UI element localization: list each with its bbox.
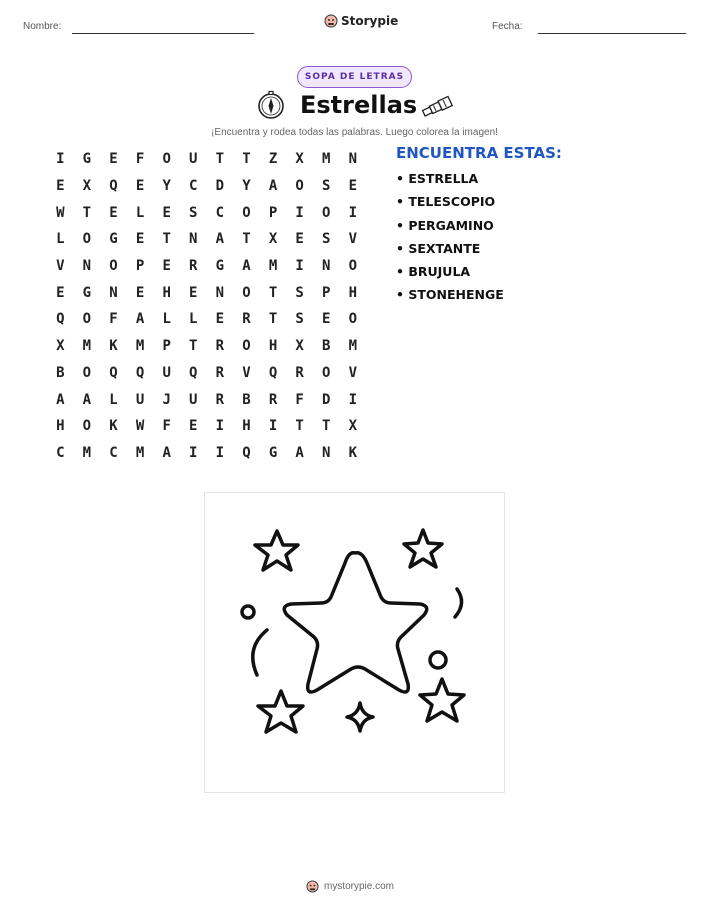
grid-letter: X <box>295 151 304 168</box>
grid-letter: C <box>56 444 65 461</box>
grid-row <box>47 360 366 387</box>
grid-letter: P <box>135 258 145 275</box>
grid-letter: O <box>242 338 251 355</box>
grid-letter: H <box>162 284 171 301</box>
coloring-picture-frame <box>204 492 505 793</box>
grid-letter: M <box>135 444 145 461</box>
grid-letter: L <box>109 391 118 408</box>
instructions: ¡Encuentra y rodea todas las palabras. Luego colorea la imagen! <box>211 127 498 138</box>
grid-letter: T <box>242 231 251 248</box>
storypie-logo-icon <box>306 880 319 893</box>
grid-letter: J <box>162 391 171 408</box>
brand-logo <box>324 14 398 28</box>
grid-letter: S <box>295 311 304 328</box>
grid-letter: K <box>109 338 118 355</box>
grid-letter: I <box>268 418 278 435</box>
grid-letter: N <box>322 444 331 461</box>
grid-letter: I <box>295 258 304 275</box>
arc-left <box>253 630 267 675</box>
grid-letter: O <box>242 204 251 221</box>
grid-letter: I <box>348 391 358 408</box>
grid-letter: V <box>348 364 358 381</box>
grid-row <box>47 253 366 280</box>
grid-letter: R <box>215 391 225 408</box>
date-line <box>538 33 686 34</box>
grid-letter: I <box>189 444 198 461</box>
grid-letter: L <box>189 311 198 328</box>
grid-letter: O <box>162 151 171 168</box>
grid-letter: C <box>109 444 118 461</box>
grid-letter: E <box>109 204 118 221</box>
small-star-top-left <box>255 531 298 570</box>
grid-letter: Z <box>268 151 278 168</box>
grid-letter: N <box>348 151 358 168</box>
grid-row <box>47 146 366 173</box>
grid-letter: E <box>295 231 304 248</box>
grid-letter: T <box>268 284 278 301</box>
grid-letter: M <box>348 338 358 355</box>
grid-letter: Q <box>242 444 251 461</box>
grid-letter: M <box>135 338 145 355</box>
word-list-item: • PERGAMINO <box>396 217 494 233</box>
grid-letter: K <box>348 444 358 461</box>
grid-letter: R <box>268 391 278 408</box>
grid-letter: G <box>268 444 278 461</box>
name-label: Nombre: <box>23 21 62 32</box>
grid-letter: R <box>295 364 304 381</box>
grid-letter: M <box>82 444 92 461</box>
grid-letter: R <box>215 338 225 355</box>
grid-letter: O <box>348 258 358 275</box>
grid-letter: E <box>135 178 145 195</box>
grid-letter: G <box>82 284 92 301</box>
arc-right <box>455 589 462 617</box>
grid-letter: F <box>295 391 304 408</box>
letter-grid <box>47 146 366 466</box>
big-star-shape <box>284 553 426 692</box>
grid-letter: D <box>322 391 331 408</box>
grid-letter: H <box>56 418 65 435</box>
grid-letter: X <box>268 231 278 248</box>
grid-letter: O <box>82 364 92 381</box>
grid-letter: A <box>268 178 278 195</box>
grid-letter: O <box>322 204 331 221</box>
grid-letter: I <box>56 151 65 168</box>
grid-letter: X <box>295 338 304 355</box>
grid-letter: T <box>322 418 331 435</box>
grid-letter: T <box>295 418 304 435</box>
grid-letter: I <box>215 444 225 461</box>
grid-letter: E <box>109 151 118 168</box>
grid-letter: P <box>162 338 171 355</box>
grid-letter: T <box>268 311 278 328</box>
grid-letter: Q <box>268 364 278 381</box>
grid-letter: E <box>162 258 171 275</box>
grid-letter: R <box>242 311 251 328</box>
grid-letter: O <box>109 258 118 275</box>
grid-letter: F <box>162 418 171 435</box>
grid-letter: W <box>135 418 145 435</box>
stars-coloring-picture <box>205 493 504 792</box>
grid-letter: Y <box>242 178 251 195</box>
small-star-bottom-left <box>258 691 303 732</box>
grid-letter: Y <box>162 178 171 195</box>
grid-row <box>47 279 366 306</box>
grid-letter: I <box>215 418 225 435</box>
grid-letter: T <box>162 231 171 248</box>
grid-letter: O <box>82 311 92 328</box>
grid-letter: A <box>242 258 251 275</box>
grid-letter: G <box>82 151 92 168</box>
grid-row <box>47 413 366 440</box>
grid-letter: E <box>189 284 198 301</box>
grid-letter: Q <box>135 364 145 381</box>
grid-letter: N <box>189 231 198 248</box>
grid-letter: U <box>189 391 198 408</box>
storypie-logo-icon <box>324 14 338 28</box>
grid-letter: U <box>135 391 145 408</box>
grid-letter: E <box>322 311 331 328</box>
grid-letter: V <box>242 364 251 381</box>
word-list-item: • ESTRELLA <box>396 171 479 186</box>
grid-row <box>47 386 366 413</box>
grid-letter: E <box>56 178 65 195</box>
grid-letter: X <box>56 338 65 355</box>
grid-letter: E <box>135 231 145 248</box>
grid-letter: N <box>322 258 331 275</box>
grid-letter: I <box>295 204 304 221</box>
grid-letter: A <box>215 231 225 248</box>
grid-letter: S <box>322 178 331 195</box>
name-line <box>72 33 254 34</box>
grid-letter: U <box>162 364 171 381</box>
grid-letter: E <box>56 284 65 301</box>
grid-letter: C <box>215 204 225 221</box>
grid-letter: A <box>295 444 304 461</box>
grid-letter: P <box>268 204 278 221</box>
grid-letter: R <box>189 258 198 275</box>
grid-letter: B <box>242 391 251 408</box>
grid-letter: F <box>135 151 145 168</box>
grid-letter: T <box>189 338 198 355</box>
grid-letter: B <box>322 338 331 355</box>
grid-letter: M <box>322 151 331 168</box>
grid-letter: N <box>109 284 118 301</box>
grid-letter: Q <box>189 364 198 381</box>
grid-letter: O <box>82 418 92 435</box>
compass-icon <box>256 90 286 120</box>
grid-row <box>47 306 366 333</box>
grid-letter: D <box>215 178 225 195</box>
grid-letter: E <box>162 204 171 221</box>
grid-letter: O <box>242 284 251 301</box>
grid-letter: B <box>56 364 65 381</box>
word-list-item: • TELESCOPIO <box>396 194 496 210</box>
grid-letter: M <box>82 338 92 355</box>
grid-letter: A <box>162 444 171 461</box>
word-list-item: • SEXTANTE <box>396 240 481 256</box>
date-label: Fecha: <box>492 21 523 32</box>
grid-letter: P <box>322 284 331 301</box>
grid-letter: A <box>82 391 92 408</box>
grid-letter: V <box>56 258 65 275</box>
word-list-heading: ENCUENTRA ESTAS: <box>396 144 562 162</box>
dot-right <box>430 652 446 668</box>
grid-letter: A <box>56 391 65 408</box>
grid-letter: R <box>215 364 225 381</box>
grid-letter: H <box>348 284 358 301</box>
grid-letter: C <box>189 178 198 195</box>
grid-row <box>47 199 366 226</box>
grid-letter: L <box>162 311 171 328</box>
grid-letter: L <box>135 204 145 221</box>
grid-letter: E <box>135 284 145 301</box>
grid-letter: K <box>109 418 118 435</box>
grid-letter: E <box>215 311 225 328</box>
grid-letter: V <box>348 231 358 248</box>
grid-letter: H <box>242 418 251 435</box>
grid-letter: G <box>109 231 118 248</box>
grid-letter: G <box>215 258 225 275</box>
grid-row <box>47 226 366 253</box>
grid-letter: O <box>322 364 331 381</box>
grid-letter: E <box>189 418 198 435</box>
page-title: Estrellas <box>300 91 418 119</box>
grid-letter: Q <box>109 364 118 381</box>
grid-letter: E <box>348 178 358 195</box>
grid-letter: Q <box>109 178 118 195</box>
footer <box>306 880 394 893</box>
grid-letter: T <box>215 151 225 168</box>
grid-letter: U <box>189 151 198 168</box>
grid-row <box>47 440 366 467</box>
small-star-top-right <box>404 530 442 567</box>
category-badge: SOPA DE LETRAS <box>297 66 412 88</box>
brand-name: Storypie <box>341 14 399 28</box>
telescope-icon <box>420 94 454 118</box>
grid-letter: A <box>135 311 145 328</box>
grid-letter: X <box>348 418 358 435</box>
grid-letter: O <box>82 231 92 248</box>
grid-letter: H <box>268 338 278 355</box>
grid-letter: Q <box>56 311 65 328</box>
word-list <box>396 171 504 311</box>
grid-letter: I <box>348 204 358 221</box>
grid-letter: T <box>242 151 251 168</box>
footer-url: mystorypie.com <box>324 881 395 892</box>
grid-letter: L <box>56 231 65 248</box>
grid-row <box>47 173 366 200</box>
grid-letter: N <box>82 258 92 275</box>
grid-letter: W <box>56 204 65 221</box>
word-list-item: • BRUJULA <box>396 264 471 280</box>
grid-letter: O <box>295 178 304 195</box>
grid-letter: X <box>82 178 92 195</box>
twinkle-star <box>347 703 373 731</box>
grid-letter: O <box>348 311 358 328</box>
grid-letter: S <box>295 284 304 301</box>
grid-row <box>47 333 366 360</box>
word-list-item: • STONEHENGE <box>396 287 504 303</box>
dot-left <box>242 606 254 618</box>
grid-letter: M <box>268 258 278 275</box>
grid-letter: F <box>109 311 118 328</box>
grid-letter: S <box>322 231 331 248</box>
grid-letter: S <box>189 204 198 221</box>
grid-letter: T <box>82 204 92 221</box>
small-star-bottom-right <box>420 679 464 721</box>
grid-letter: N <box>215 284 225 301</box>
